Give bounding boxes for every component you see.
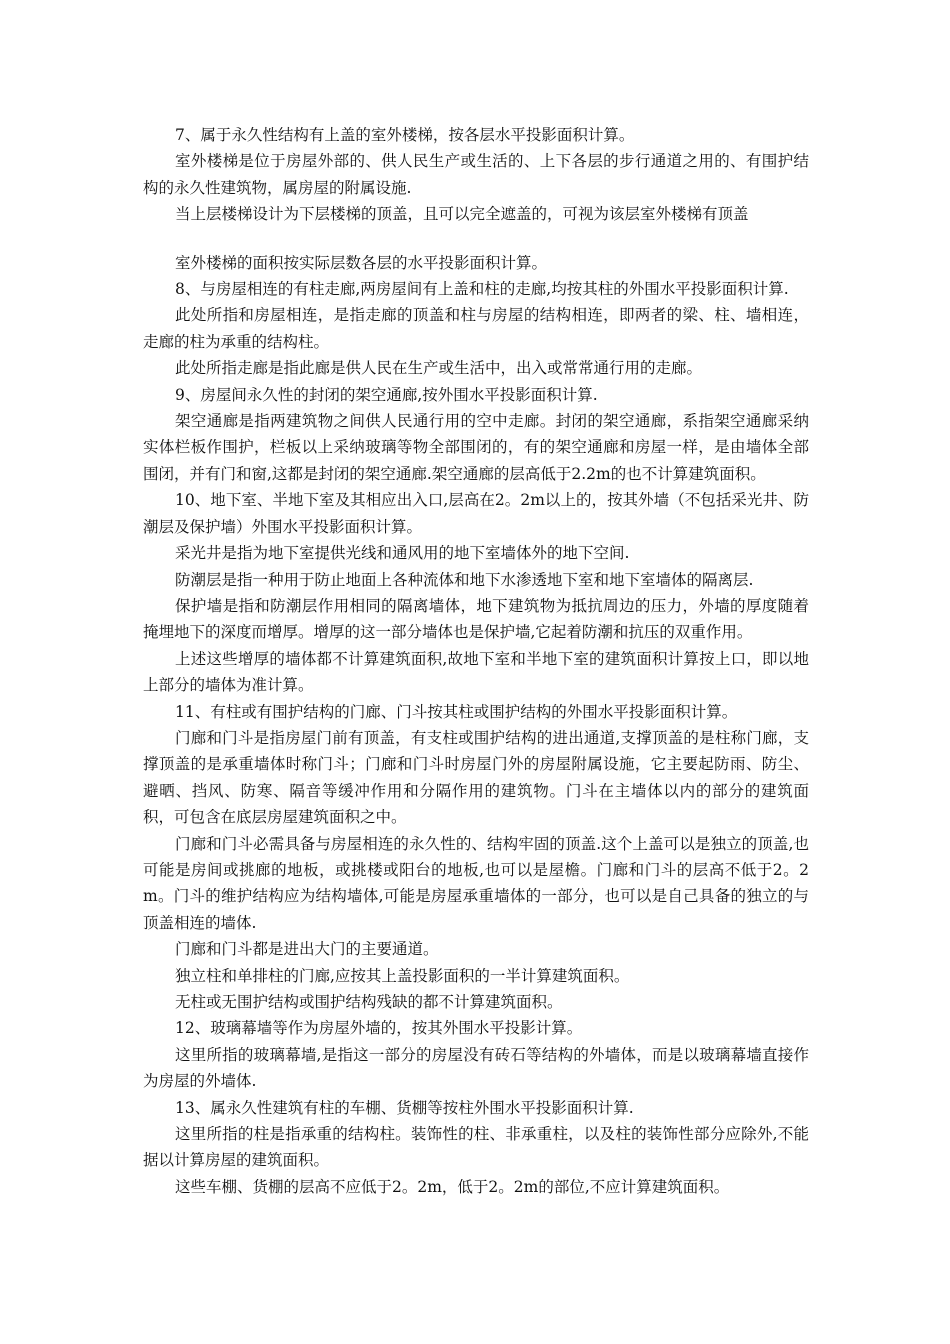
paragraph-shed-height-requirement: 这些车棚、货棚的层高不应低于2。2m，低于2。2m的部位,不应计算建筑面积。 — [175, 1177, 730, 1196]
paragraph-item-10-heading: 10、地下室、半地下室及其相应出入口,层高在2。2m以上的，按其外墙（不包括采光井、防潮层及保护墙）外围水平投影面积计算。 — [143, 491, 809, 536]
paragraph-item-11-heading: 11、有柱或有围护结构的门廊、门斗按其柱或围护结构的外围水平投影面积计算。 — [175, 702, 738, 721]
paragraph-corridor-definition: 此处所指走廊是指此廊是供人民在生产或生活中，出入或常常通行用的走廊。 — [175, 359, 703, 378]
paragraph-item-9-heading: 9、房屋间永久性的封闭的架空通廊,按外围水平投影面积计算. — [175, 385, 598, 404]
paragraph-stair-area-calc: 室外楼梯的面积按实际层数各层的水平投影面积计算。 — [175, 253, 548, 272]
paragraph-no-column-exclusion: 无柱或无围护结构或围护结构残缺的都不计算建筑面积。 — [175, 993, 563, 1011]
paragraph-porch-main-passage: 门廊和门斗都是进出大门的主要通道。 — [175, 940, 439, 959]
paragraph-porch-roof-requirements: 门廊和门斗必需具备与房屋相连的永久性的、结构牢固的顶盖.这个上盖可以是独立的顶盖,也可能是房间或挑廊的地板，或挑楼或阳台的地板,也可以是屋檐。门廊和门斗的层高不低于2。2m。门斗的维护结构应为结构墙体,可能是房屋承重墙体的一部分，也可以是自己具备的独立的与顶盖相连的墙体. — [143, 834, 809, 932]
paragraph-single-column-porch: 独立柱和单排柱的门廊,应按其上盖投影面积的一半计算建筑面积。 — [175, 966, 630, 985]
paragraph-stair-roof-note: 当上层楼梯设计为下层楼梯的顶盖，且可以完全遮盖的，可视为该层室外楼梯有顶盖 — [175, 205, 749, 224]
paragraph-porch-definition: 门廊和门斗是指房屋门前有顶盖，有支柱或围护结构的进出通道,支撑顶盖的是柱称门廊，支撑顶盖的是承重墙体时称门斗；门廊和门斗时房屋门外的房屋附属设施，它主要起防雨、防尘、避晒、挡风、防寒、隔音等缓冲作用和分隔作用的建筑物。门斗在主墙体以内的部分的建筑面积，可包含在底层房屋建筑面积之中。 — [143, 728, 809, 827]
document-body — [143, 122, 809, 1200]
paragraph-thickened-wall-note: 上述这些增厚的墙体都不计算建筑面积,故地下室和半地下室的建筑面积计算按上口，即以地上部分的墙体为准计算。 — [143, 649, 809, 695]
paragraph-item-7-heading: 7、属于永久性结构有上盖的室外楼梯，按各层水平投影面积计算。 — [175, 126, 635, 144]
paragraph-structural-column-definition: 这里所指的柱是指承重的结构柱。装饰性的柱、非承重柱，以及柱的装饰性部分应除外,不能据以计算房屋的建筑面积。 — [143, 1125, 809, 1170]
paragraph-dampproof-definition: 防潮层是指一种用于防止地面上各种流体和地下水渗透地下室和地下室墙体的隔离层. — [175, 570, 754, 589]
paragraph-skybridge-definition: 架空通廊是指两建筑物之间供人民通行用的空中走廊。封闭的架空通廊，系指架空通廊采纳实体栏板作围护，栏板以上采纳玻璃等物全部围闭的，有的架空通廊和房屋一样，是由墙体全部围闭，并有门和窗,这都是封闭的架空通廊.架空通廊的层高低于2.2m的也不计算建筑面积。 — [143, 412, 809, 483]
paragraph-curtain-wall-definition: 这里所指的玻璃幕墙,是指这一部分的房屋没有砖石等结构的外墙体，而是以玻璃幕墙直接作为房屋的外墙体. — [143, 1045, 809, 1091]
paragraph-protective-wall-definition: 保护墙是指和防潮层作用相同的隔离墙体，地下建筑物为抵抗周边的压力，外墙的厚度随着掩埋地下的深度而增厚。增厚的这一部分墙体也是保护墙,它起着防潮和抗压的双重作用。 — [143, 596, 809, 642]
paragraph-corridor-connection: 此处所指和房屋相连，是指走廊的顶盖和柱与房屋的结构相连，即两者的梁、柱、墙相连，走廊的柱为承重的结构柱。 — [143, 306, 809, 351]
paragraph-item-12-heading: 12、玻璃幕墙等作为房屋外墙的，按其外围水平投影计算。 — [175, 1019, 583, 1038]
paragraph-item-13-heading: 13、属永久性建筑有柱的车棚、货棚等按柱外围水平投影面积计算. — [175, 1098, 634, 1117]
paragraph-lightwell-definition: 采光井是指为地下室提供光线和通风用的地下室墙体外的地下空间. — [175, 544, 630, 563]
paragraph-item-8-heading: 8、与房屋相连的有柱走廊,两房屋间有上盖和柱的走廊,均按其柱的外围水平投影面积计算. — [175, 280, 789, 299]
paragraph-outdoor-stair-definition: 室外楼梯是位于房屋外部的、供人民生产或生活的、上下各层的步行通道之用的、有围护结构的永久性建筑物，属房屋的附属设施. — [143, 152, 809, 197]
